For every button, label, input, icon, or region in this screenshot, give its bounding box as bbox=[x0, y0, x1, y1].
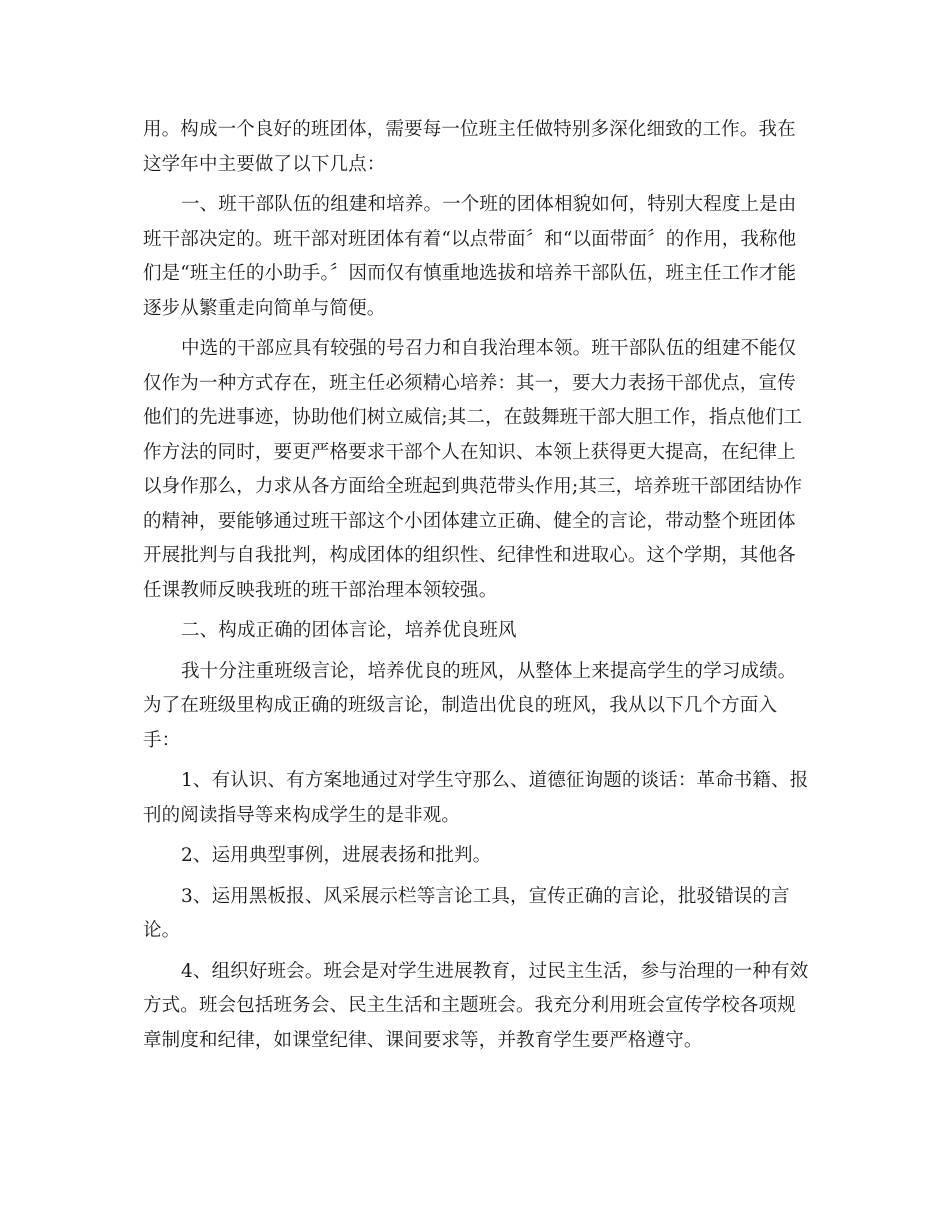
text-line: 为了在班级里构成正确的班级言论，制造出优良的班风，我从以下几个方面入 bbox=[143, 695, 778, 716]
list-item-1: 1、有认识、有方案地通过对学生守那么、道德征询题的谈话：革命书籍、报 bbox=[181, 770, 809, 791]
list-item-2: 2、运用典型事例，进展表扬和批判。 bbox=[181, 845, 492, 866]
text-line: 开展批判与自我批判，构成团体的组织性、纪律性和进取心。这个学期，其他各 bbox=[143, 545, 796, 566]
section-heading-1: 一、班干部队伍的组建和培养。一个班的团体相貌如何，特别大程度上是由 bbox=[181, 194, 797, 215]
text-line: 论。 bbox=[143, 920, 181, 941]
text-line: 章制度和纪律，如课堂纪律、课间要求等，并教育学生要严格遵守。 bbox=[143, 1029, 703, 1051]
text-line: 的精神，要能够通过班干部这个小团体建立正确、健全的言论，带动整个班团体 bbox=[143, 510, 796, 532]
text-line: 作方法的同时，要更严格要求干部个人在知识、本领上获得更大提高，在纪律上 bbox=[143, 441, 796, 463]
text-line: 刊的阅读指导等来构成学生的是非观。 bbox=[143, 804, 461, 826]
document-body bbox=[143, 113, 813, 1058]
text-line: 这学年中主要做了以下几点： bbox=[143, 153, 386, 175]
list-item-4: 4、组织好班会。班会是对学生进展教育，过民主生活，参与治理的一种有效 bbox=[181, 960, 809, 982]
text-line: 任课教师反映我班的班干部治理本领较强。 bbox=[143, 579, 498, 601]
paragraph-start: 中选的干部应具有较强的号召力和自我治理本领。班干部队伍的组建不能仅 bbox=[181, 338, 797, 359]
text-line: 用。构成一个良好的班团体，需要每一位班主任做特别多深化细致的工作。我在 bbox=[143, 119, 796, 140]
text-line: 以身作那么，力求从各方面给全班起到典范带头作用;其三，培养班干部团结协作 bbox=[143, 476, 803, 497]
paragraph-start: 我十分注重班级言论，培养优良的班风，从整体上来提高学生的学习成绩。 bbox=[181, 660, 797, 682]
text-line: 班干部决定的。班干部对班团体有着“以点带面〞和“以面带面〞的作用，我称他 bbox=[143, 228, 797, 250]
list-item-3: 3、运用黑板报、风采展示栏等言论工具，宣传正确的言论，批驳错误的言 bbox=[181, 885, 790, 907]
section-heading-2: 二、构成正确的团体言论，培养优良班风 bbox=[181, 620, 517, 641]
text-line: 仅作为一种方式存在，班主任必须精心培养：其一，要大力表扬干部优点，宣传 bbox=[143, 372, 796, 394]
text-line: 们是“班主任的小助手。〞因而仅有慎重地选拔和培养干部队伍，班主任工作才能 bbox=[143, 263, 797, 284]
text-line: 方式。班会包括班务会、民主生活和主题班会。我充分利用班会宣传学校各项规 bbox=[143, 995, 796, 1016]
text-line: 逐步从繁重走向简单与简便。 bbox=[143, 297, 386, 319]
text-line: 手： bbox=[143, 729, 181, 751]
text-line: 他们的先进事迹，协助他们树立威信;其二，在鼓舞班干部大胆工作，指点他们工 bbox=[143, 407, 803, 428]
